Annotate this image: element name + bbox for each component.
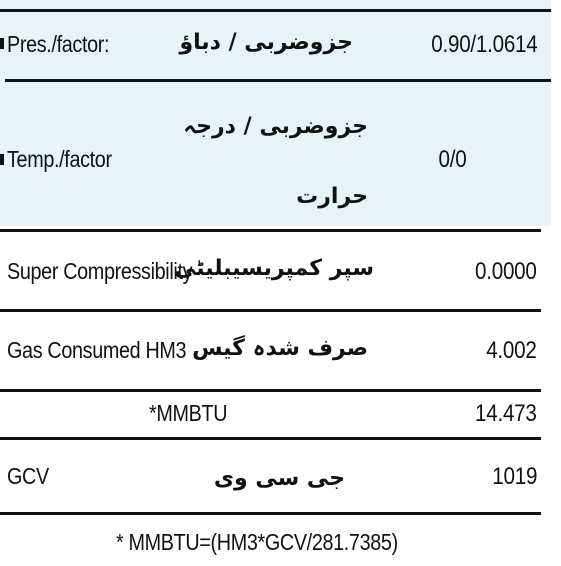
rule: [0, 309, 541, 312]
rule: [0, 512, 541, 515]
edge-mark: [0, 154, 4, 165]
temperature-label-en: Temp./factor: [7, 146, 112, 172]
mmbtu-label: *MMBTU: [149, 400, 228, 426]
rule: [5, 79, 551, 82]
compressibility-value: 0.0000: [475, 258, 537, 285]
temperature-value: 0/0: [438, 146, 466, 173]
temperature-label-urdu-line1: جزوضربی / درجہ: [183, 114, 368, 139]
compressibility-label-en: Super Compressibility: [7, 258, 193, 284]
rule: [0, 389, 541, 392]
gas-consumed-value: 4.002: [486, 337, 537, 364]
gcv-value: 1019: [492, 463, 537, 490]
gas-consumed-label-urdu: صرف شدہ گیس: [192, 336, 368, 361]
edge-mark: [0, 38, 4, 49]
temperature-label-urdu-line2: حرارت: [296, 184, 368, 209]
gcv-label-urdu: جی سی وی: [213, 466, 345, 491]
rule: [0, 437, 541, 440]
mmbtu-formula-footnote: * MMBTU=(HM3*GCV/281.7385): [116, 529, 398, 555]
pressure-label-urdu: جزوضربی / دباؤ: [179, 30, 353, 55]
gas-consumed-label-en: Gas Consumed HM3: [7, 337, 187, 363]
pressure-label-en: Pres./factor:: [7, 31, 110, 57]
rule: [0, 229, 541, 232]
pressure-value: 0.90/1.0614: [430, 31, 537, 58]
mmbtu-value: 14.473: [475, 400, 537, 427]
gcv-label-en: GCV: [7, 463, 49, 489]
rule-top: [0, 9, 551, 12]
compressibility-label-urdu: سپر کمپریسیبلیٹی: [174, 256, 374, 281]
